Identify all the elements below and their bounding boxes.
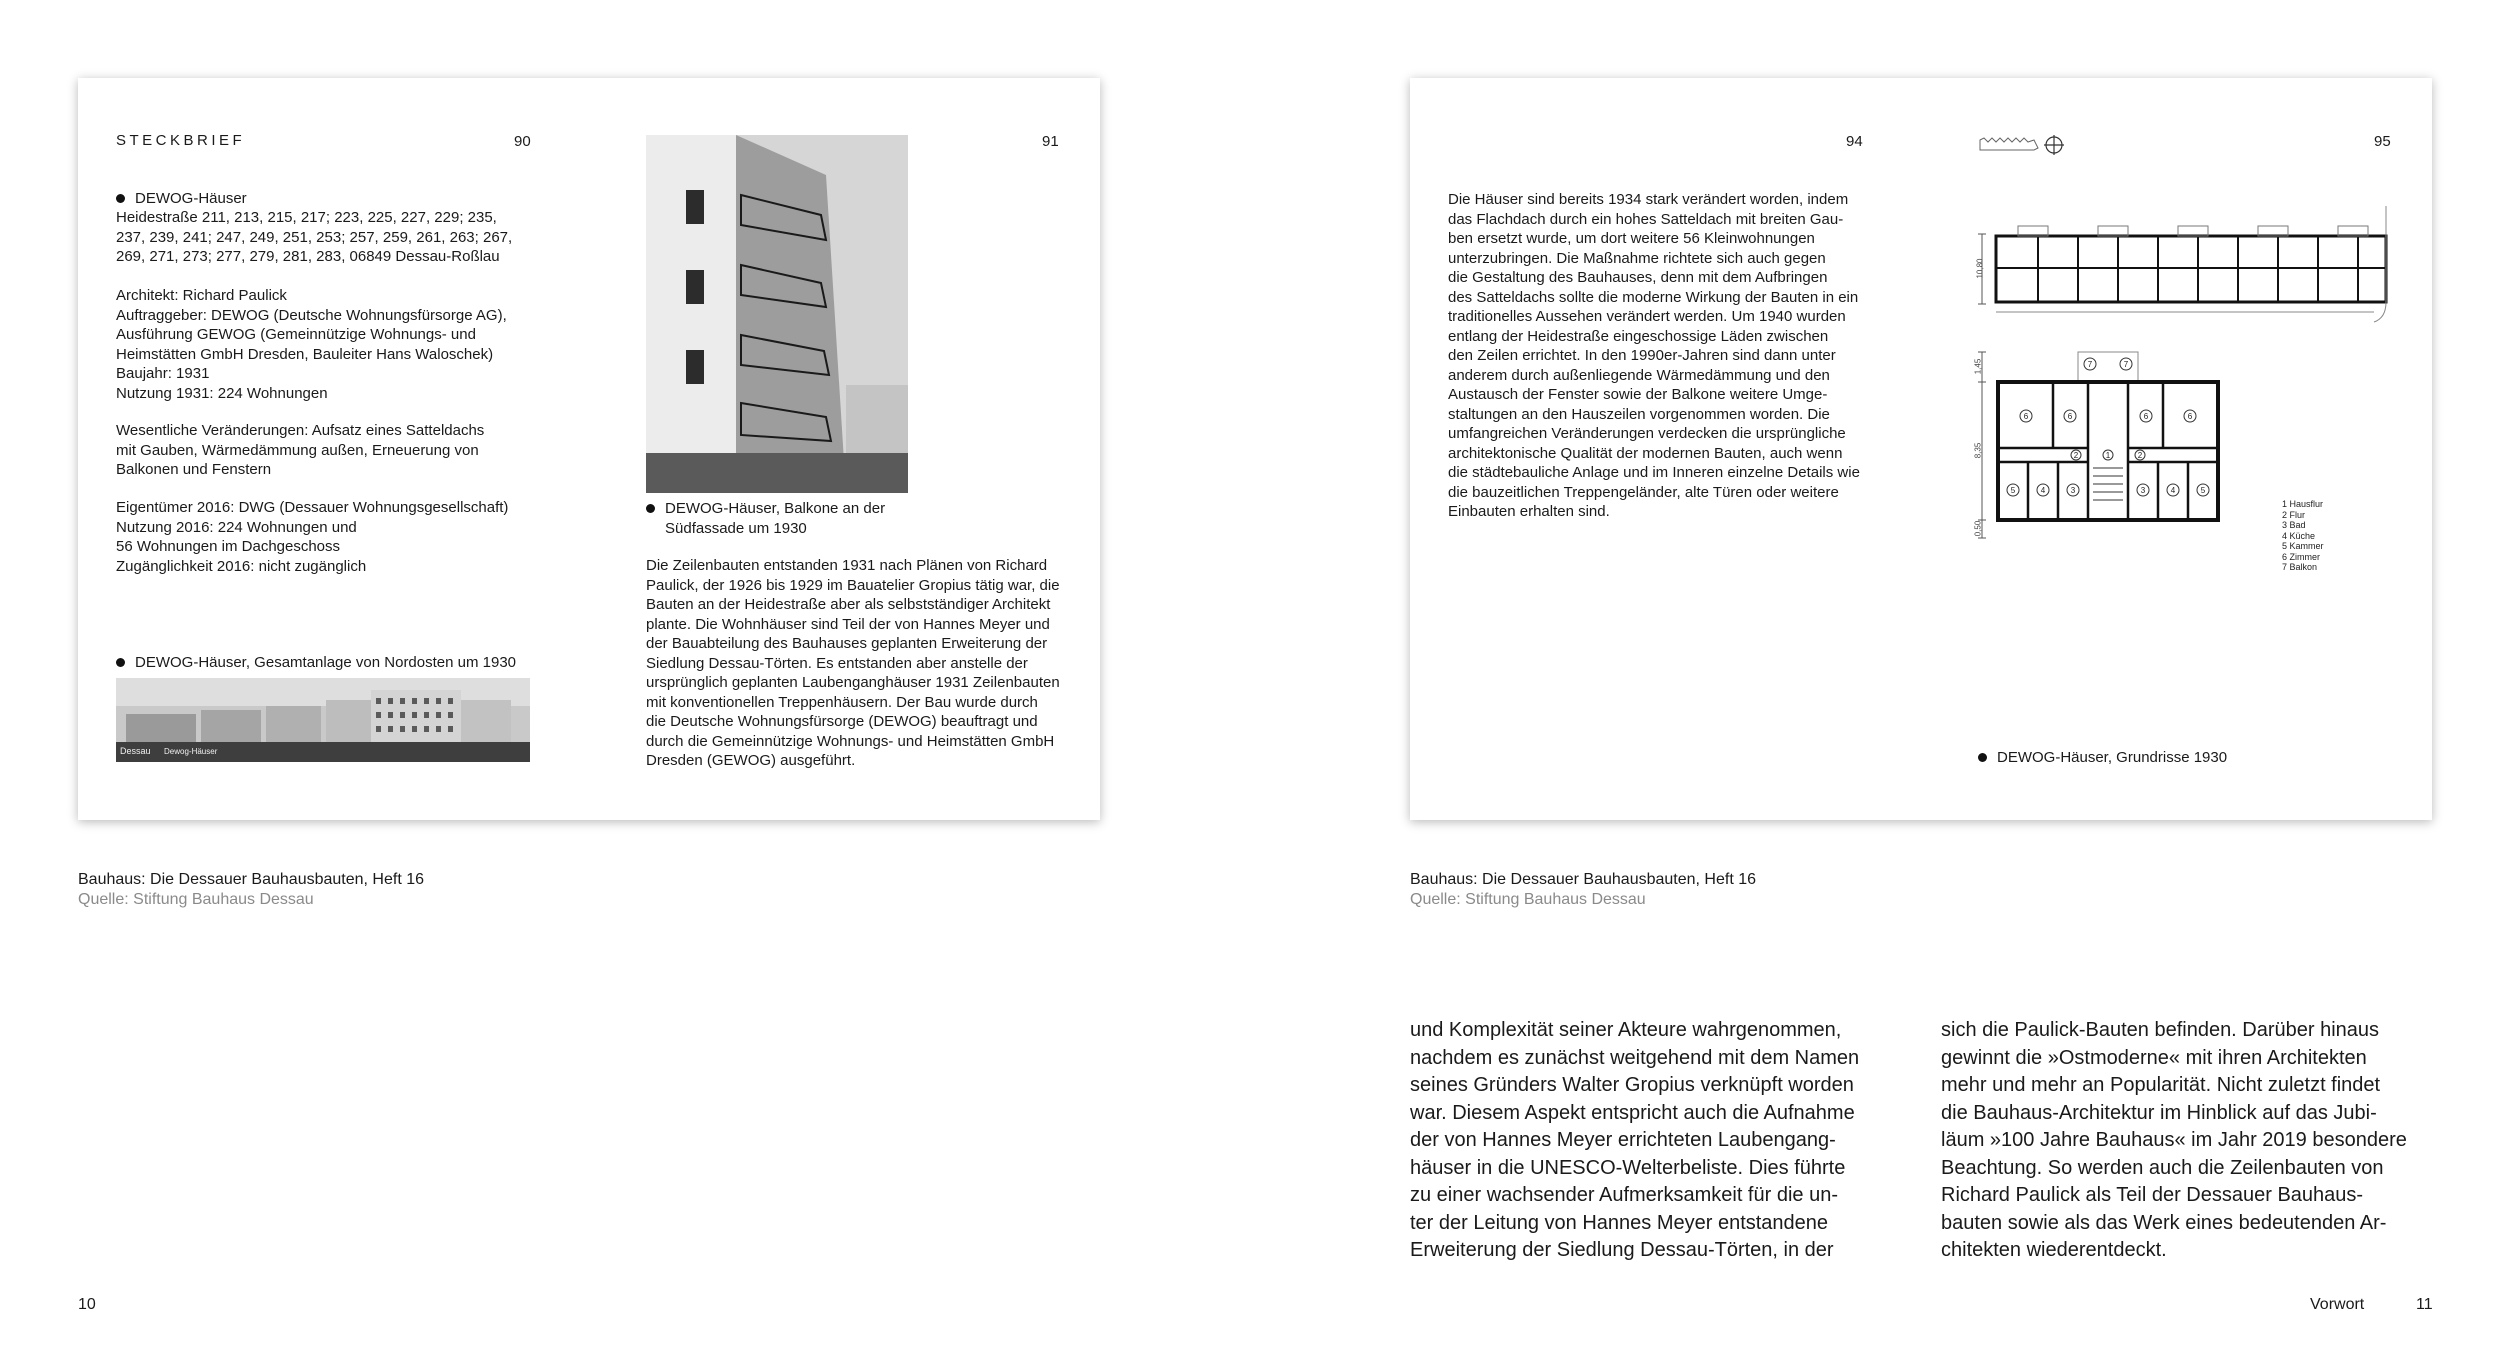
svg-text:7: 7 xyxy=(2087,360,2093,369)
svg-text:6: 6 xyxy=(2067,412,2073,421)
svg-text:5: 5 xyxy=(2010,486,2016,495)
facade-photo-drawing xyxy=(646,135,908,493)
dim-a: 1,45 xyxy=(1973,358,1983,375)
svg-text:7: 7 xyxy=(2123,360,2129,369)
page-number-91: 91 xyxy=(1042,133,1059,150)
body-column-2: sich die Paulick-Bauten befinden. Darüber hinaus gewinnt die »Ostmoderne« mit ihren Architekten mehr und mehr an Popularität. Nicht zuletzt findet die Bauhaus-Architektur im Hinblick auf das Jubi- läum »100 Jahre Bauhaus« im Jahr 2019 besondere Beachtung. So werden auch die Zeilenbauten von Richard Paulick als Teil der Dessauer Bauhaus- bauten sowie als das Werk eines bedeutenden Ar- chitekten wiederentdeckt. xyxy=(1941,1019,2407,1261)
changes-text: Wesentliche Veränderungen: Aufsatz eines Satteldachs mit Gauben, Wärmedämmung außen, Erneuerung von Balkonen und Fenstern xyxy=(116,422,485,478)
address-text: Heidestraße 211, 213, 215, 217; 223, 225, 227, 229; 235, 237, 239, 241; 247, 249, 251, 253; 257, 259, 261, 263; 267, 269, 271, 273; 277, 279, 281, 283, 06849 Dessau-Roßlau xyxy=(116,209,513,265)
bullet-icon xyxy=(1978,753,1987,762)
dim-b: 8,35 xyxy=(1973,442,1983,459)
steckbrief-header: STECKBRIEF xyxy=(116,132,246,149)
right-caption-source: Quelle: Stiftung Bauhaus Dessau xyxy=(1410,891,1646,908)
bullet-icon xyxy=(116,194,125,203)
left-spread-image xyxy=(78,78,1100,820)
facts-text: Architekt: Richard Paulick Auftraggeber: DEWOG (Deutsche Wohnungsfürsorge AG), Ausführung GEWOG (Gemeinnützige Wohnungs- und Heimstätten GmbH Dresden, Bauleiter Hans Waloschek) Baujahr: 1931 Nutzung 1931: 224 Wohnungen xyxy=(116,287,507,402)
section-label: Vorwort xyxy=(2310,1296,2365,1313)
panorama-photo xyxy=(116,678,530,762)
right-image-caption xyxy=(1410,870,1756,910)
svg-text:4: 4 xyxy=(2040,486,2046,495)
svg-text:6: 6 xyxy=(2143,412,2149,421)
svg-text:2: 2 xyxy=(2073,451,2079,460)
svg-text:4: 4 xyxy=(2170,486,2176,495)
svg-text:3: 3 xyxy=(2070,486,2076,495)
entry-title xyxy=(116,189,247,209)
svg-text:5: 5 xyxy=(2200,486,2206,495)
plan-caption-text: DEWOG-Häuser, Grundrisse 1930 xyxy=(1997,749,2228,766)
dim-top: 10,80 xyxy=(1975,258,1985,279)
right-caption-title: Bauhaus: Die Dessauer Bauhausbauten, Heft 16 xyxy=(1410,871,1757,888)
right-spread-image xyxy=(1410,78,2432,820)
panorama-label-dewog: Dewog-Häuser xyxy=(164,747,218,756)
panorama-label-dessau: Dessau xyxy=(120,746,151,756)
left-image-caption xyxy=(78,870,424,910)
svg-text:6: 6 xyxy=(2023,412,2029,421)
page-number-left: 10 xyxy=(78,1296,96,1313)
bullet-icon xyxy=(116,658,125,667)
entry-title-text: DEWOG-Häuser xyxy=(135,190,247,207)
svg-text:6: 6 xyxy=(2187,412,2193,421)
changes-description-text: Die Häuser sind bereits 1934 stark verändert worden, indem das Flachdach durch ein hohes Satteldach mit breiten Gau- ben ersetzt wurde, um dort weitere 56 Kleinwohnungen unterzubringen. Die Maßnahme richtete sich auch gegen die Gestaltung des Bauhauses, denn mit dem Aufbringen des Satteldachs sollte die moderne Wirkung der Bauten in ein traditionelles Aussehen verändert werden. Um 1940 wurden entlang der Heidestraße eingeschossige Läden zwischen den Zeilen errichtet. In den 1990er-Jahren sind dann unter anderem durch außenliegende Wärmedämmung und den Austausch der Fenster sowie der Balkone weitere Umge- staltungen an den Hauszeilen vorgenommen worden. Die umfangreichen Veränderungen verdecken die ursprüngliche architektonische Qualität der modernen Bauten, auch wenn die städtebauliche Anlage und im Inneren einzelne Details wie die bauzeitlichen Treppengeländer, alte Türen oder weitere Einbauten erhalten sind. xyxy=(1448,191,1860,520)
ownership-text: Eigentümer 2016: DWG (Dessauer Wohnungsgesellschaft) Nutzung 2016: 224 Wohnungen und 56 Wohnungen im Dachgeschoss Zugänglichkeit 2016: nicht zugänglich xyxy=(116,499,509,575)
panorama-caption-text: DEWOG-Häuser, Gesamtanlage von Nordosten um 1930 xyxy=(135,654,517,671)
facade-caption xyxy=(646,499,946,538)
page-number-90: 90 xyxy=(514,133,531,150)
facade-caption-text: DEWOG-Häuser, Balkone an der Südfassade um 1930 xyxy=(665,500,886,537)
panorama-caption xyxy=(116,653,516,673)
floorplan-block xyxy=(1975,206,2398,326)
left-caption-title: Bauhaus: Die Dessauer Bauhausbauten, Heft 16 xyxy=(78,871,425,888)
plan-caption xyxy=(1978,748,2227,768)
page-number-right: 11 xyxy=(2416,1296,2433,1313)
svg-text:3: 3 xyxy=(2140,486,2146,495)
svg-text:1: 1 xyxy=(2105,451,2111,460)
floorplan-detail xyxy=(1973,338,2238,568)
svg-text:2: 2 xyxy=(2137,451,2143,460)
plan-legend: 1 Hausflur 2 Flur 3 Bad 4 Küche 5 Kammer 6 Zimmer 7 Balkon xyxy=(2282,499,2324,572)
left-caption-source: Quelle: Stiftung Bauhaus Dessau xyxy=(78,891,314,908)
dim-c: 0,50 xyxy=(1973,520,1983,537)
page-number-95: 95 xyxy=(2374,133,2391,150)
scale-north-icon xyxy=(1978,134,2074,161)
page-number-94: 94 xyxy=(1846,133,1863,150)
facade-photo xyxy=(646,135,908,493)
body-column-1: und Komplexität seiner Akteure wahrgenommen, nachdem es zunächst weitgehend mit dem Namen seines Gründers Walter Gropius verknüpft worden war. Diesem Aspekt entspricht auch die Aufnahme der von Hannes Meyer errichteten Laubengang- häuser in die UNESCO-Welterbeliste. Dies führte zu einer wachsender Aufmerksamkeit für die un- ter der Leitung von Hannes Meyer entstandene Erweiterung der Siedlung Dessau-Törten, in der xyxy=(1410,1019,1860,1261)
description-text: Die Zeilenbauten entstanden 1931 nach Plänen von Richard Paulick, der 1926 bis 1929 im Bauatelier Gropius tätig war, die Bauten an der Heidestraße aber als selbstständiger Architekt plante. Die Wohnhäuser sind Teil der von Hannes Meyer und der Bauabteilung des Bauhauses geplanten Erweiterung der Siedlung Dessau-Törten. Es entstanden aber anstelle der ursprünglich geplanten Laubenganghäuser 1931 Zeilenbauten mit konventionellen Treppenhäusern. Der Bau wurde durch die Deutsche Wohnungsfürsorge (DEWOG) beauftragt und durch die Gemeinnützige Wohnungs- und Heimstätten GmbH Dresden (GEWOG) ausgeführt. xyxy=(646,557,1060,769)
bullet-icon xyxy=(646,504,655,513)
